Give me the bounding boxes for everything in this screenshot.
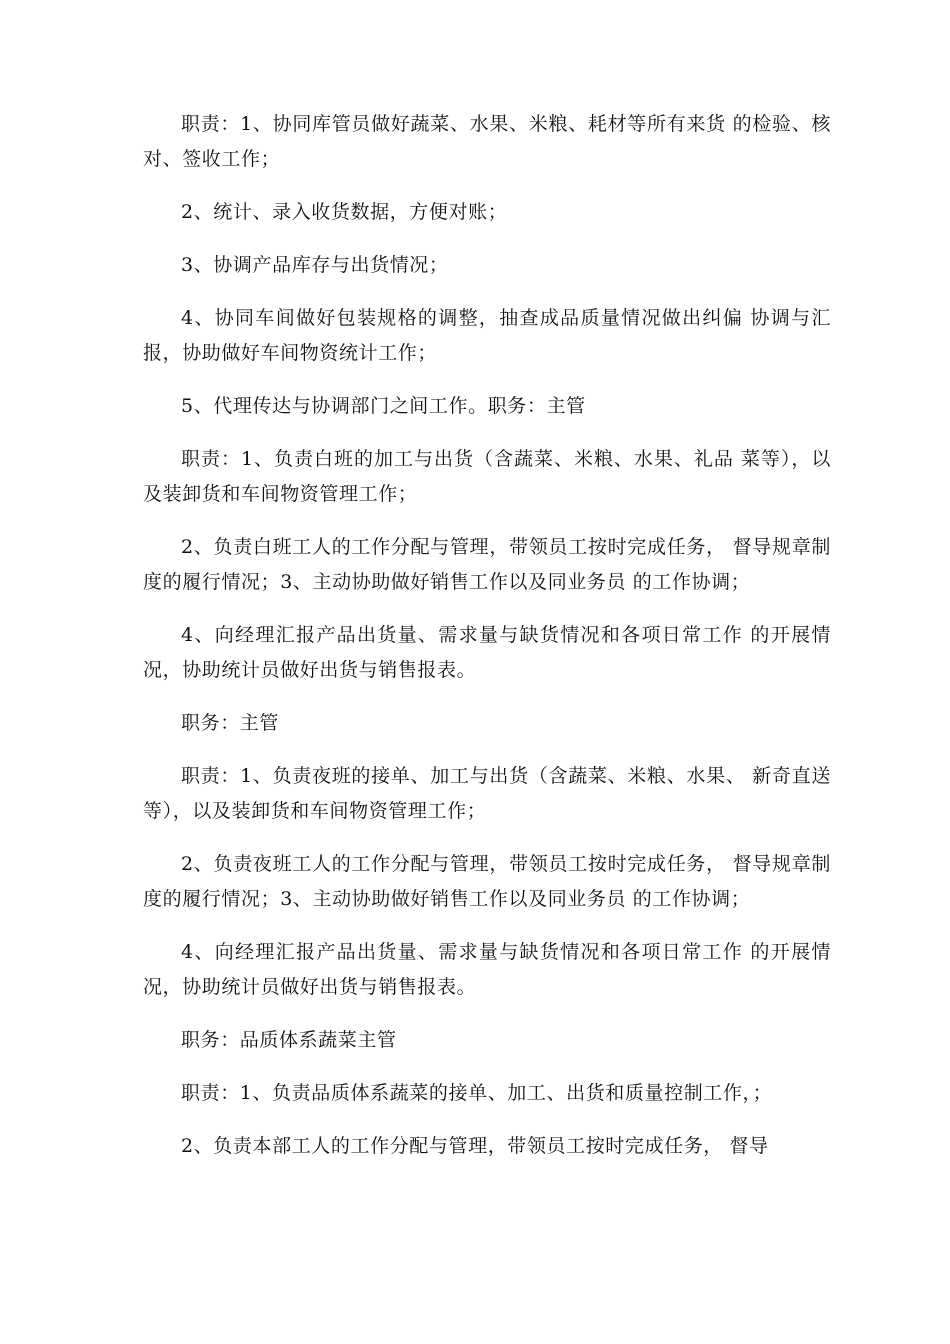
paragraph: 职务：品质体系蔬菜主管 xyxy=(181,1029,397,1051)
document-body xyxy=(143,107,831,1182)
paragraph: 2、负责本部工人的工作分配与管理，带领员工按时完成任务， 督导 xyxy=(181,1135,769,1157)
paragraph: 4、向经理汇报产品出货量、需求量与缺货情况和各项日常工作 的开展情况，协助统计员做好出货与销售报表。 xyxy=(143,941,831,998)
paragraph: 职责：1、负责白班的加工与出货（含蔬菜、米粮、水果、礼品 菜等），以及装卸货和车间物资管理工作； xyxy=(143,448,831,505)
paragraph: 5、代理传达与协调部门之间工作。职务：主管 xyxy=(181,395,586,417)
paragraph: 职责：1、负责品质体系蔬菜的接单、加工、出货和质量控制工作，； xyxy=(181,1082,773,1104)
paragraph: 职务：主管 xyxy=(181,712,280,734)
paragraph: 4、向经理汇报产品出货量、需求量与缺货情况和各项日常工作 的开展情况，协助统计员做好出货与销售报表。 xyxy=(143,624,831,681)
paragraph: 职责：1、负责夜班的接单、加工与出货（含蔬菜、米粮、水果、 新奇直送等），以及装卸货和车间物资管理工作； xyxy=(143,765,831,822)
paragraph: 4、协同车间做好包装规格的调整，抽查成品质量情况做出纠偏 协调与汇报，协助做好车间物资统计工作； xyxy=(143,307,831,364)
paragraph: 职责：1、协同库管员做好蔬菜、水果、米粮、耗材等所有来货 的检验、核对、签收工作； xyxy=(143,113,831,170)
paragraph: 2、负责白班工人的工作分配与管理，带领员工按时完成任务， 督导规章制度的履行情况；3、主动协助做好销售工作以及同业务员 的工作协调； xyxy=(143,536,831,593)
paragraph: 3、协调产品库存与出货情况； xyxy=(181,254,449,276)
paragraph: 2、统计、录入收货数据，方便对账； xyxy=(181,201,508,223)
paragraph: 2、负责夜班工人的工作分配与管理，带领员工按时完成任务， 督导规章制度的履行情况；3、主动协助做好销售工作以及同业务员 的工作协调； xyxy=(143,853,831,910)
